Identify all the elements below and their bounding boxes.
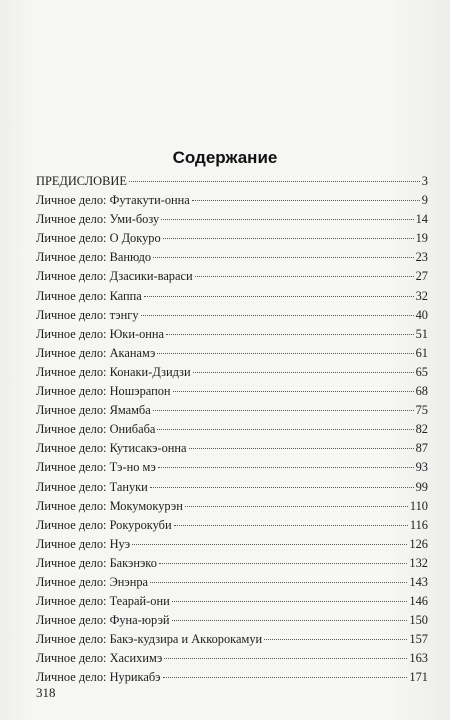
toc-entry [36, 344, 428, 363]
dot-leader [163, 237, 414, 239]
dot-leader [159, 562, 408, 564]
dot-leader [195, 275, 414, 277]
dot-leader [129, 180, 420, 182]
toc-entry [36, 287, 428, 306]
toc-entry [36, 630, 428, 649]
toc-entry-page: 93 [415, 460, 428, 475]
toc-entry-page: 110 [409, 498, 428, 513]
toc-entry [36, 401, 428, 420]
toc-entry-title: Личное дело: Тэ-но мэ [36, 460, 156, 475]
dot-leader [174, 524, 408, 526]
toc-entry-page: 9 [421, 193, 428, 208]
dot-leader [161, 218, 413, 220]
toc-entry-title: Личное дело: Нуэ [36, 536, 131, 551]
toc-entry [36, 229, 428, 248]
toc-entry-title: Личное дело: Аканамэ [36, 345, 156, 360]
toc-entry [36, 439, 428, 458]
toc-entry-title: Личное дело: Рокурокуби [36, 517, 172, 532]
toc-entry [36, 668, 428, 687]
toc-entry-title: Личное дело: Уми-бозу [36, 212, 160, 227]
toc-entry [36, 592, 428, 611]
toc-entry [36, 535, 428, 554]
toc-entry-title: Личное дело: Юки-онна [36, 326, 165, 341]
toc-entry-title: Личное дело: Ванюдо [36, 250, 152, 265]
dot-leader [150, 486, 414, 488]
dot-leader [157, 428, 413, 430]
page-number: 318 [36, 685, 56, 700]
dot-leader [157, 352, 413, 354]
toc-entry-title: ПРЕДИСЛОВИЕ [36, 174, 127, 188]
toc-entry [36, 478, 428, 497]
toc-entry-page: 87 [415, 441, 428, 456]
toc-entry-title: Личное дело: Тануки [36, 479, 148, 494]
bleed-through-texture [50, 22, 410, 136]
toc-entry-page: 146 [409, 594, 428, 609]
dot-leader [132, 543, 407, 545]
toc-entry-page: 157 [409, 632, 428, 647]
dot-leader [153, 256, 414, 258]
toc-entry-page: 51 [415, 326, 428, 341]
dot-leader [172, 619, 408, 621]
dot-leader [264, 638, 407, 640]
toc-entry-page: 99 [415, 479, 428, 494]
toc-entry [36, 267, 428, 286]
toc-entry-title: Личное дело: Каппа [36, 288, 142, 303]
dot-leader [153, 409, 414, 411]
toc-entry-page: 27 [415, 269, 428, 284]
toc-entry [36, 554, 428, 573]
toc-entry-page: 75 [415, 403, 428, 418]
toc-entry-page: 82 [415, 422, 428, 437]
toc-entry-title: Личное дело: Конаки-Дзидзи [36, 364, 191, 379]
toc-entry-title: Личное дело: Дзасики-вараси [36, 269, 193, 284]
toc-entry-page: 163 [409, 651, 428, 666]
toc-entry-title: Личное дело: Хасихимэ [36, 651, 163, 666]
toc-entry-title: Личное дело: тэнгу [36, 307, 139, 322]
toc-entry [36, 458, 428, 477]
toc-entry-page: 23 [415, 250, 428, 265]
toc-entry-page: 116 [409, 517, 428, 532]
toc-entry-page: 40 [415, 307, 428, 322]
toc-entry [36, 649, 428, 668]
toc-entry-title: Личное дело: Теарай-они [36, 594, 170, 609]
toc-entry-page: 65 [415, 364, 428, 379]
toc-entry [36, 363, 428, 382]
dot-leader [172, 600, 408, 602]
toc-entry-page: 14 [415, 212, 428, 227]
toc-entry [36, 306, 428, 325]
toc-entry [36, 516, 428, 535]
dot-leader [166, 333, 414, 335]
toc-entry [36, 611, 428, 630]
toc-entry [36, 325, 428, 344]
dot-leader [193, 371, 414, 373]
toc-entry-title: Личное дело: Нурикабэ [36, 670, 161, 685]
toc-entry [36, 248, 428, 267]
toc-entry-title: Личное дело: Ношэрапон [36, 384, 171, 399]
toc-entry-title: Личное дело: Кутисакэ-онна [36, 441, 187, 456]
toc-entry-page: 68 [415, 384, 428, 399]
toc-entry-title: Личное дело: Футакути-онна [36, 193, 190, 208]
toc-entry-title: Личное дело: О Докуро [36, 231, 161, 246]
dot-leader [189, 447, 414, 449]
toc-entry [36, 497, 428, 516]
toc-entry-title: Личное дело: Бакэнэко [36, 555, 157, 570]
page-title: Содержание [172, 148, 278, 167]
toc-entry-title: Личное дело: Бакэ-кудзира и Аккорокамуи [36, 632, 263, 647]
toc-entry-title: Личное дело: Ямамба [36, 403, 151, 418]
toc-entry-page: 150 [409, 613, 428, 628]
toc-entry-page: 19 [415, 231, 428, 246]
dot-leader [141, 314, 414, 316]
toc-entry [36, 172, 428, 191]
toc-entry-title: Личное дело: Мокумокурэн [36, 498, 183, 513]
toc-entry-page: 3 [421, 174, 428, 188]
toc-entry-page: 32 [415, 288, 428, 303]
dot-leader [173, 390, 414, 392]
toc-entry [36, 420, 428, 439]
toc-entry-title: Личное дело: Фуна-юрэй [36, 613, 170, 628]
dot-leader [163, 676, 408, 678]
toc-entry [36, 191, 428, 210]
toc-entry-title: Личное дело: Онибаба [36, 422, 156, 437]
dot-leader [185, 505, 408, 507]
toc-entry-page: 126 [409, 536, 428, 551]
dot-leader [164, 657, 407, 659]
toc-entry-page: 61 [415, 345, 428, 360]
toc-entry-page: 171 [409, 670, 428, 685]
dot-leader [192, 199, 420, 201]
toc-entry [36, 382, 428, 401]
toc-entry [36, 210, 428, 229]
dot-leader [158, 466, 414, 468]
toc-entry-title: Личное дело: Энэнра [36, 574, 149, 589]
toc-entry [36, 573, 428, 592]
table-of-contents [36, 172, 428, 688]
dot-leader [144, 295, 414, 297]
toc-entry-page: 143 [409, 574, 428, 589]
dot-leader [150, 581, 407, 583]
toc-entry-page: 132 [409, 555, 428, 570]
